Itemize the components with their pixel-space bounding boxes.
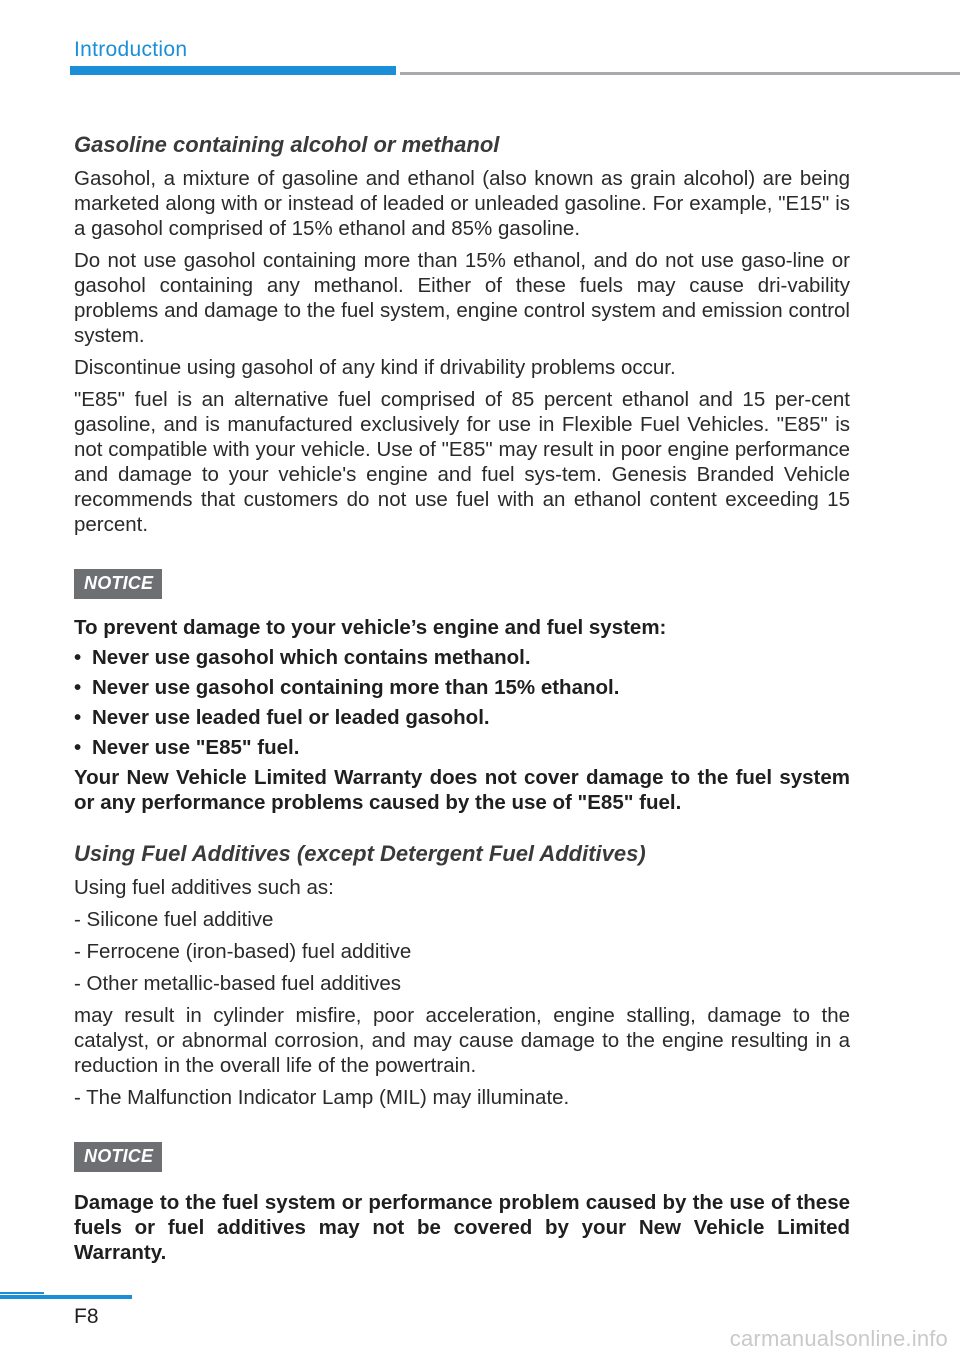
paragraph: Do not use gasohol containing more than 15% ethanol, and do not use gaso-line or gasohol containing any methanol. Either of these fuels may cause dri-vability problems and damage to the fuel system, engine control system and emission control system. [74, 249, 850, 347]
list-item: - The Malfunction Indicator Lamp (MIL) may illuminate. [74, 1086, 570, 1109]
paragraph: "E85" fuel is an alternative fuel comprised of 85 percent ethanol and 15 per-cent gasoline, and is manufactured exclusively for use in Flexible Fuel Vehicles. "E85" is not compatible with your vehicle. Use of "E85" may result in poor engine performance and damage to your vehicle's engine and fuel sys-tem. Genesis Branded Vehicle recommends that customers do not use fuel with an ethanol content exceeding 15 percent. [74, 388, 850, 536]
notice-badge: NOTICE [74, 569, 162, 599]
notice-badge: NOTICE [74, 1142, 162, 1172]
notice-text: Damage to the fuel system or performance problem caused by the use of these fuels or fuel additives may not be covered by your New Vehicle Limited Warranty. [74, 1191, 850, 1264]
footer-accent-bar [0, 1295, 132, 1299]
heading-gasoline-alcohol: Gasoline containing alcohol or methanol [74, 132, 500, 157]
notice-bullet: • Never use gasohol containing more than 15% ethanol. [74, 675, 850, 700]
paragraph: Using fuel additives such as: [74, 876, 334, 899]
watermark: carmanualsonline.info [729, 1326, 948, 1351]
heading-fuel-additives: Using Fuel Additives (except Detergent Fuel Additives) [74, 841, 646, 866]
header-rule [400, 72, 960, 75]
paragraph: may result in cylinder misfire, poor acceleration, engine stalling, damage to the catalyst, or abnormal corrosion, and may cause damage to the engine resulting in a reduction in the overall life of the powertrain. [74, 1004, 850, 1077]
notice-intro: To prevent damage to your vehicle’s engine and fuel system: [74, 616, 667, 639]
paragraph: Discontinue using gasohol of any kind if drivability problems occur. [74, 356, 676, 379]
notice-bullet: • Never use "E85" fuel. [74, 735, 850, 760]
list-item: - Other metallic-based fuel additives [74, 972, 402, 995]
section-title: Introduction [74, 38, 188, 61]
notice-warranty: Your New Vehicle Limited Warranty does not cover damage to the fuel system or any performance problems caused by the use of "E85" fuel. [74, 766, 850, 814]
paragraph: Gasohol, a mixture of gasoline and ethanol (also known as grain alcohol) are being marketed along with or instead of leaded or unleaded gasoline. For example, "E15" is a gasohol comprised of 15% ethanol and 85% gasoline. [74, 167, 850, 240]
list-item: - Silicone fuel additive [74, 908, 274, 931]
header-accent-bar [70, 66, 396, 75]
page-content [74, 128, 850, 1265]
footer-accent-thin [0, 1292, 44, 1294]
list-item: - Ferrocene (iron-based) fuel additive [74, 940, 412, 963]
page-number: F8 [74, 1305, 99, 1328]
notice-bullet: • Never use leaded fuel or leaded gasohol. [74, 705, 850, 730]
notice-bullet: • Never use gasohol which contains methanol. [74, 645, 850, 670]
